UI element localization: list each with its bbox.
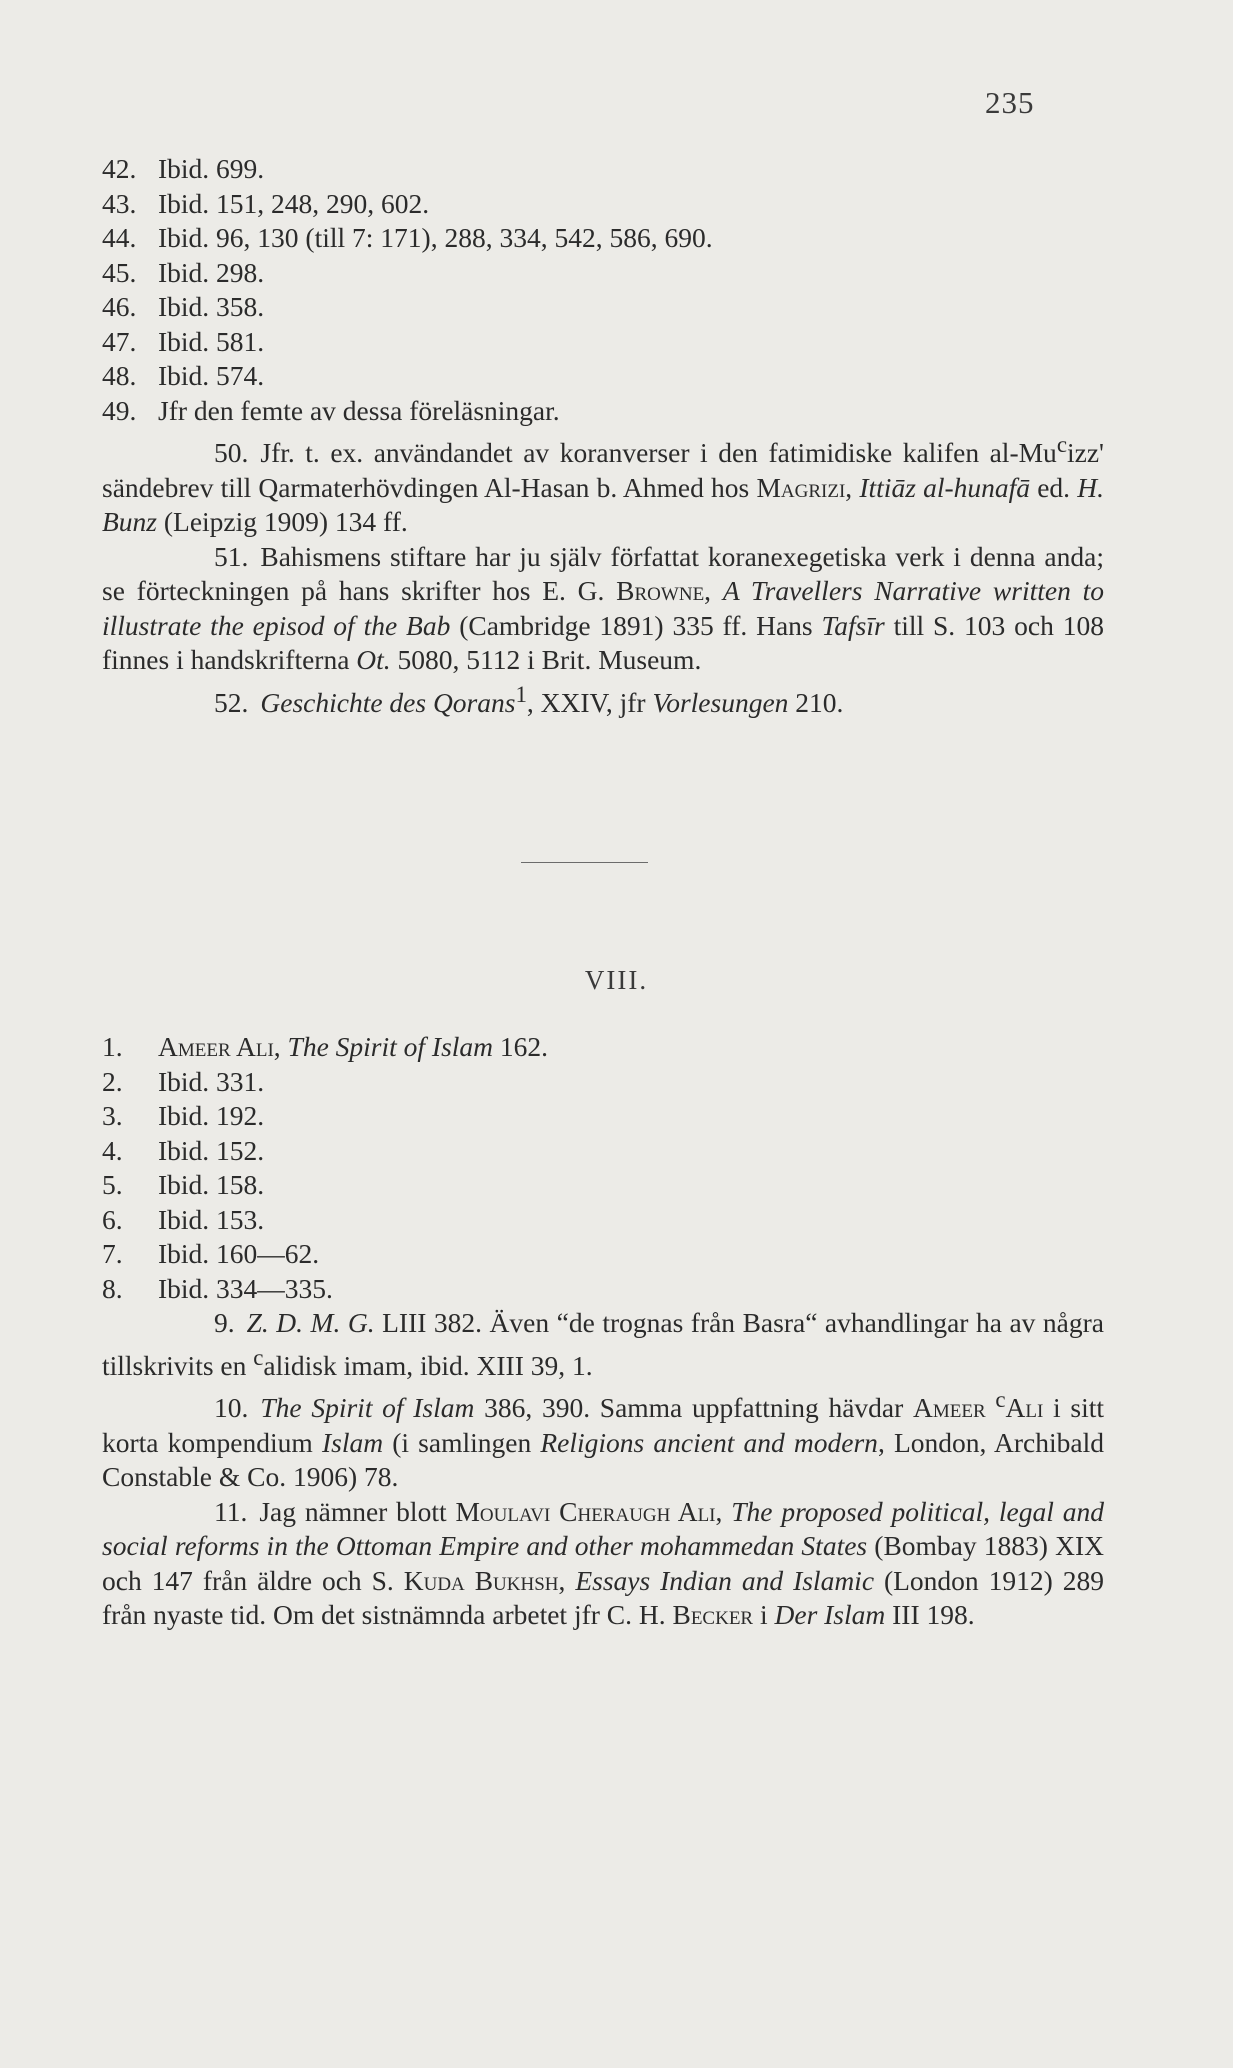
work-title: Der Islam [774,1599,886,1631]
superscript-ayn: c [1056,432,1067,457]
author-name: Ameer Ali [158,1031,274,1062]
endnote-9 [102,1306,1104,1383]
note-number: 47. [102,325,137,357]
manuscript-abbreviation: Ot. [356,644,391,676]
note-number: 51. [214,540,249,572]
work-title: Vorlesungen [652,686,789,718]
note-number: 43. [102,187,137,219]
note-text: 162. [493,1031,549,1062]
note-number: 52. [214,686,249,718]
note-number: 4. [102,1134,123,1166]
note-text: Ibid. 699. [158,153,265,184]
note-number: 3. [102,1100,123,1131]
note-text: 386, 390. Samma uppfattning hävdar [474,1392,913,1424]
author-name: Becker [672,1599,754,1631]
note-text: Ibid. 334—335. [158,1272,333,1304]
note-text: Ibid. 152. [158,1134,265,1166]
superscript-ayn: c [253,1344,264,1370]
author-name: Browne [616,575,705,607]
note-number: 45. [102,256,137,288]
note-text: , [704,575,723,607]
endnote-51 [102,540,1104,678]
work-title: Essays Indian and Islamic [575,1564,875,1596]
note-text: Ibid. 331. [158,1065,265,1097]
note-text: III 198. [885,1599,975,1631]
work-title: The Spirit of Islam [287,1031,494,1062]
note-text: Ibid. 158. [158,1169,265,1200]
endnotes-section-viii [102,1030,1104,1633]
work-title: A Travellers Narrative written to illustrate the episod of the Bab [102,575,1104,641]
endnote [102,1030,1104,1065]
note-text: Ibid. 298. [158,256,265,288]
endnote-50 [102,428,1104,540]
work-title: The proposed political, legal and social reforms in the Ottoman Empire and other mohammedan States [102,1495,1105,1562]
endnote [102,325,1104,360]
note-text: (Cambridge 1891) 335 ff. Hans [450,609,822,641]
endnote [102,1134,1104,1169]
note-text: Ibid. 358. [158,291,265,322]
note-number: 49. [102,394,137,426]
note-number: 48. [102,360,137,391]
author-name: Moulavi Cheraugh Ali [455,1495,716,1527]
endnote [102,1272,1104,1307]
note-text: ed. [1030,471,1078,503]
work-title: Tafsīr [821,609,885,641]
note-text: 210. [788,686,844,718]
note-text: Jag nämner blott [259,1495,456,1527]
work-title: Ittiāz al-hunafā [859,471,1031,503]
note-text: i [753,1599,775,1631]
endnote [102,1237,1104,1272]
note-number: 50. [214,437,249,469]
endnote [102,256,1104,291]
endnote [102,359,1104,394]
note-text: Jfr den femte av dessa föreläsningar. [158,394,560,426]
section-heading: VIII. [584,965,649,995]
note-text: , XXIV, jfr [526,686,653,718]
endnote [102,1203,1104,1238]
author-name: Kuda Bukhsh [403,1564,559,1596]
work-title: Geschichte des Qorans [260,686,516,718]
note-text: i sitt korta kompendium [102,1392,1105,1458]
endnote [102,221,1104,256]
endnotes-section-vii [102,152,1104,720]
note-text: , [845,471,860,503]
endnote [102,394,1104,429]
section-divider [521,862,648,863]
note-text: (London 1912) 289 från nyaste tid. Om det sistnämnda arbetet jfr C. H. [102,1564,1104,1631]
note-text: Ibid. 153. [158,1203,265,1235]
author-name: Ali [1005,1392,1044,1424]
note-number: 46. [102,291,137,322]
note-text: Ibid. 581. [158,325,265,357]
note-number: 11. [214,1495,248,1527]
note-text: Ibid. 151, 248, 290, 602. [158,187,430,219]
endnote [102,1065,1104,1100]
note-number: 44. [102,222,137,253]
note-text: , [273,1031,288,1062]
note-text: , [558,1564,576,1596]
note-number: 1. [102,1031,123,1062]
note-number: 9. [214,1307,235,1338]
endnote [102,1168,1104,1203]
note-text: (Bombay 1883) XIX och 147 från äldre och S. [102,1530,1104,1596]
note-text: LIII 382. Även “de trognas från Basra“ avhandlingar ha av några tillskrivits en [102,1307,1105,1381]
note-text: alidisk imam, ibid. XIII 39, 1. [263,1349,593,1381]
page-number: 235 [985,85,1035,120]
endnote-11 [102,1495,1104,1633]
work-title: Islam [321,1426,384,1458]
author-name: Magrizi [756,471,846,503]
journal-abbreviation: Z. D. M. G. [246,1307,375,1338]
note-number: 7. [102,1238,123,1269]
endnote [102,290,1104,325]
note-number: 8. [102,1272,123,1304]
endnote [102,152,1104,187]
note-text: Jfr. t. ex. användandet av koranverser i den fatimidiske kalifen al-Mu [260,437,1057,469]
note-text: 5080, 5112 i Brit. Museum. [390,644,702,676]
note-text: (i samlingen [383,1426,541,1458]
endnote [102,1099,1104,1134]
note-text: Ibid. 574. [158,360,265,391]
note-text: Bahismens stiftare har ju själv författat koranexegetiska verk i denna anda; se förteckningen på hans skrifter hos E. G. [102,540,1104,607]
work-title: The Spirit of Islam [260,1392,475,1424]
note-text: , London, Archibald Constable & Co. 1906) 78. [102,1426,1104,1493]
note-text: , [715,1495,732,1527]
superscript: 1 [515,681,527,707]
note-text: till S. 103 och 108 finnes i handskrifterna [102,609,1104,676]
series-title: Religions ancient and modern [540,1426,878,1458]
superscript-ayn: c [995,1387,1006,1413]
note-text: Ibid. 160—62. [158,1238,320,1269]
endnote-10 [102,1383,1104,1495]
note-text: Ibid. 96, 130 (till 7: 171), 288, 334, 542, 586, 690. [158,222,713,253]
note-number: 6. [102,1203,123,1235]
endnote-52 [102,678,1104,721]
endnote [102,187,1104,222]
note-text: Ibid. 192. [158,1100,265,1131]
author-name: Ameer [913,1392,996,1424]
note-text: izz' sändebrev till Qarmaterhövdingen Al-Hasan b. Ahmed hos [102,437,1104,503]
note-number: 2. [102,1065,123,1097]
note-number: 42. [102,153,137,184]
note-text: (Leipzig 1909) 134 ff. [157,506,408,538]
editor-name: H. Bunz [102,471,1104,538]
note-number: 10. [214,1392,249,1424]
note-number: 5. [102,1169,123,1200]
